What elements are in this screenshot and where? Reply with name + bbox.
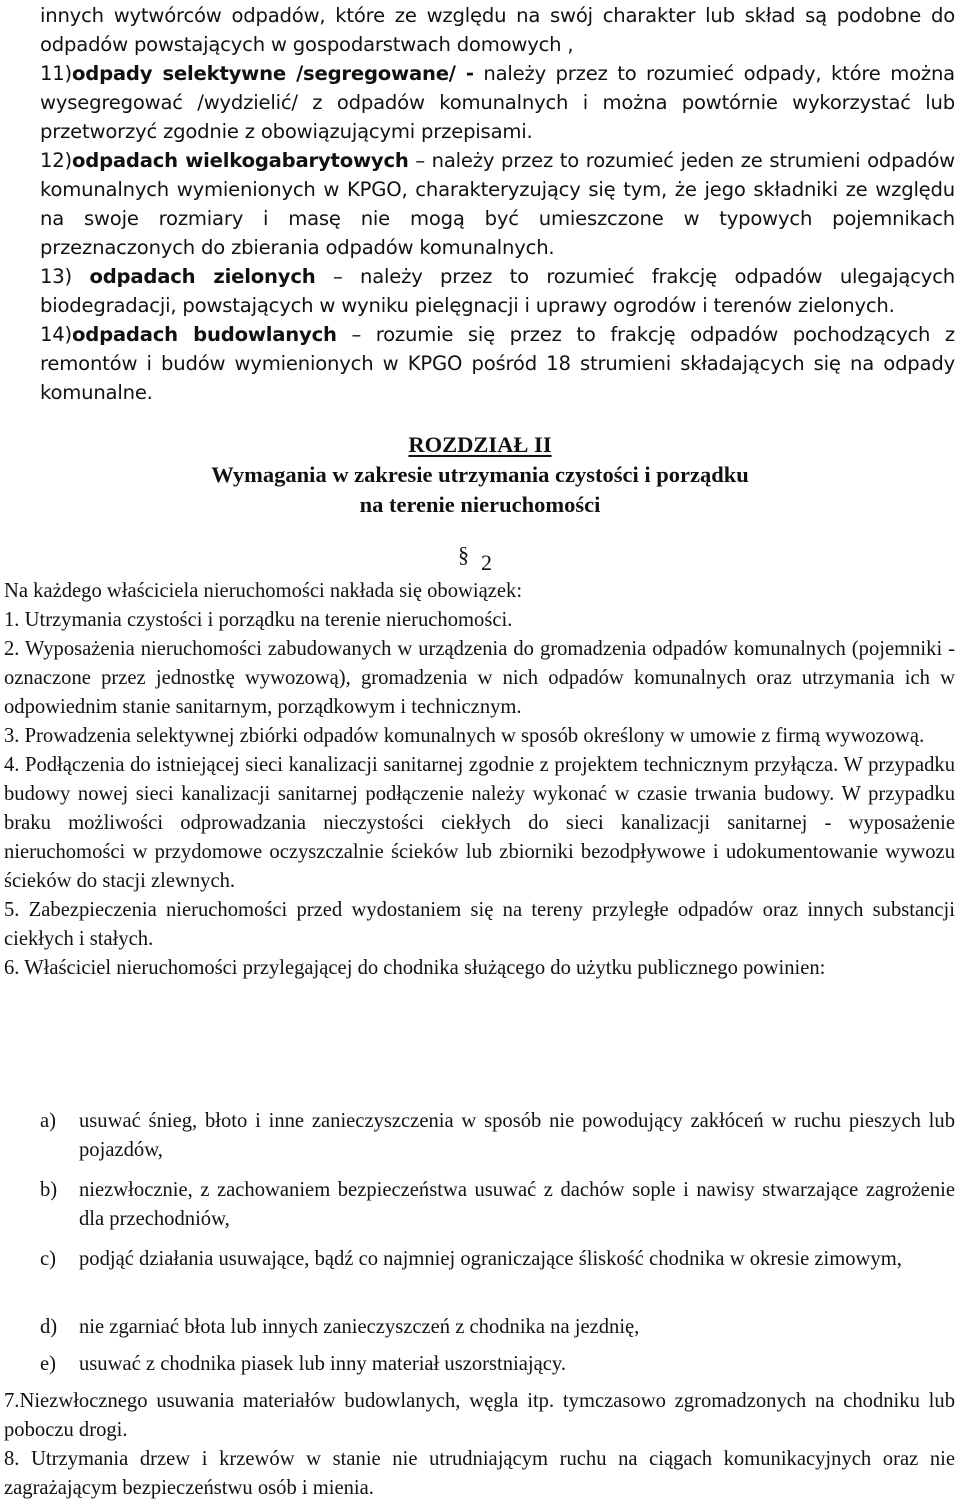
- definitions-list: [40, 1, 955, 407]
- subitem-text: niezwłocznie, z zachowaniem bezpieczeństwa usuwać z dachów sople i nawisy stwarzające zagrożenie dla przechodniów,: [79, 1179, 955, 1230]
- definition-term: odpadach zielonych: [89, 265, 316, 288]
- subitem-text: podjąć działania usuwające, bądź co najmniej ograniczające śliskość chodnika w okresie zimowym,: [79, 1248, 902, 1270]
- definition-term: odpadach budowlanych: [71, 323, 337, 346]
- obligation-item-1: 1. Utrzymania czystości i porządku na terenie nieruchomości.: [4, 609, 513, 631]
- obligation-item-8: 8. Utrzymania drzew i krzewów w stanie nie utrudniającym ruchu na ciągach komunikacyjnych oraz nie zagrażającym bezpieczeństwu osób i mienia.: [4, 1448, 955, 1499]
- definition-item-14: [40, 320, 955, 407]
- definition-text: – rozumie się przez to frakcję odpadów pochodzących z remontów i budów wymienionych w KPGO pośród 18 strumieni składających się na odpady komunalne.: [40, 323, 955, 404]
- definition-term: odpady selektywne /segregowane/ -: [71, 62, 474, 85]
- chapter-subtitle-line1: Wymagania w zakresie utrzymania czystości i porządku: [211, 462, 749, 487]
- definition-number: 11): [40, 62, 72, 85]
- subitem-a: [40, 1107, 955, 1165]
- definition-number: 12): [40, 149, 72, 172]
- chapter-title: ROZDZIAŁ II: [408, 432, 552, 457]
- chapter-subtitle-line2: na terenie nieruchomości: [359, 492, 601, 517]
- subitem-text: nie zgarniać błota lub innych zanieczyszczeń z chodnika na jezdnię,: [79, 1316, 640, 1338]
- definition-item-11: [40, 59, 955, 146]
- definition-text: – należy przez to rozumieć frakcję odpadów ulegających biodegradacji, powstających w wyniku pielęgnacji i uprawy ogrodów i terenów zielonych.: [40, 265, 955, 317]
- obligation-item-6: 6. Właściciel nieruchomości przylegającej do chodnika służącego do użytku publicznego powinien:: [4, 957, 826, 979]
- subitem-text: usuwać z chodnika piasek lub inny materiał uszorstniający.: [79, 1353, 567, 1375]
- definition-item-13: [40, 262, 955, 320]
- definition-text: należy przez to rozumieć odpady, które można wysegregować /wydzielić/ z odpadów komunalnych i można powtórnie wykorzystać lub przetworzyć zgodnie z obowiązującymi przepisami.: [40, 62, 955, 143]
- obligation-item-3: 3. Prowadzenia selektywnej zbiórki odpadów komunalnych w sposób określony w umowie z firmą wywozową.: [4, 725, 925, 747]
- section-mark: [458, 542, 508, 578]
- section-symbol: §: [458, 542, 469, 567]
- section-obligations-tail: [4, 1387, 955, 1503]
- subitem-d: [40, 1313, 955, 1342]
- section-intro: Na każdego właściciela nieruchomości nakłada się obowiązek:: [4, 580, 523, 602]
- subitem-c: [40, 1245, 955, 1274]
- subitem-letter: d): [40, 1316, 58, 1338]
- subitem-e: [40, 1350, 955, 1379]
- subitem-letter: b): [40, 1179, 58, 1201]
- definition-continuation-line1: innych wytwórców odpadów, które ze względu na swój charakter lub skład są podobne do: [40, 4, 955, 27]
- subitem-text: usuwać śnieg, błoto i inne zanieczyszczenia w sposób nie powodujący zakłóceń w ruchu pieszych lub pojazdów,: [79, 1110, 955, 1161]
- definition-number: 14): [40, 323, 72, 346]
- obligation-item-5: 5. Zabezpieczenia nieruchomości przed wydostaniem się na tereny przyległe odpadów oraz innych substancji ciekłych i stałych.: [4, 899, 955, 950]
- definition-text: – należy przez to rozumieć jeden ze strumieni odpadów komunalnych wymienionych w KPGO, charakteryzujący się tym, że jego składniki ze względu na swoje rozmiary i masę nie mogą być umieszczone w typowych pojemnikach przeznaczonych do zbierania odpadów komunalnych.: [40, 149, 955, 259]
- definition-item-12: [40, 146, 955, 262]
- subitem-b: [40, 1176, 955, 1234]
- obligation-item-7: 7.Niezwłocznego usuwania materiałów budowlanych, węgla itp. tymczasowo zgromadzonych na chodniku lub poboczu drogi.: [4, 1390, 955, 1441]
- subitem-letter: e): [40, 1353, 56, 1375]
- definition-term: odpadach wielkogabarytowych: [71, 149, 409, 172]
- obligation-item-2: 2. Wyposażenia nieruchomości zabudowanych w urządzenia do gromadzenia odpadów komunalnych (pojemniki - oznaczone przez jednostkę wywozową), gromadzenia w nich odpadów komunalnych oraz utrzymania ich w odpowiednim stanie sanitarnym, porządkowym i technicznym.: [4, 638, 955, 718]
- section-number: 2: [481, 550, 492, 575]
- subitem-letter: a): [40, 1110, 56, 1132]
- chapter-heading: [0, 430, 960, 520]
- obligation-item-4: 4. Podłączenia do istniejącej sieci kanalizacji sanitarnej zgodnie z projektem technicznym przyłącza. W przypadku budowy nowej sieci kanalizacji sanitarnej podłączenie należy wykonać w czasie trwania budowy. W przypadku braku możliwości odprowadzania nieczystości ciekłych do sieci kanalizacji sanitarnej - wyposażenie nieruchomości w przydomowe oczyszczalnie ścieków lub zbiorniki bezodpływowe i udokumentowanie wywozu ścieków do stacji zlewnych.: [4, 754, 955, 892]
- definition-number: 13): [40, 265, 90, 288]
- section-obligations: [4, 577, 955, 983]
- definition-continuation-line2: odpadów powstających w gospodarstwach domowych ,: [40, 33, 574, 56]
- subitem-letter: c): [40, 1248, 56, 1270]
